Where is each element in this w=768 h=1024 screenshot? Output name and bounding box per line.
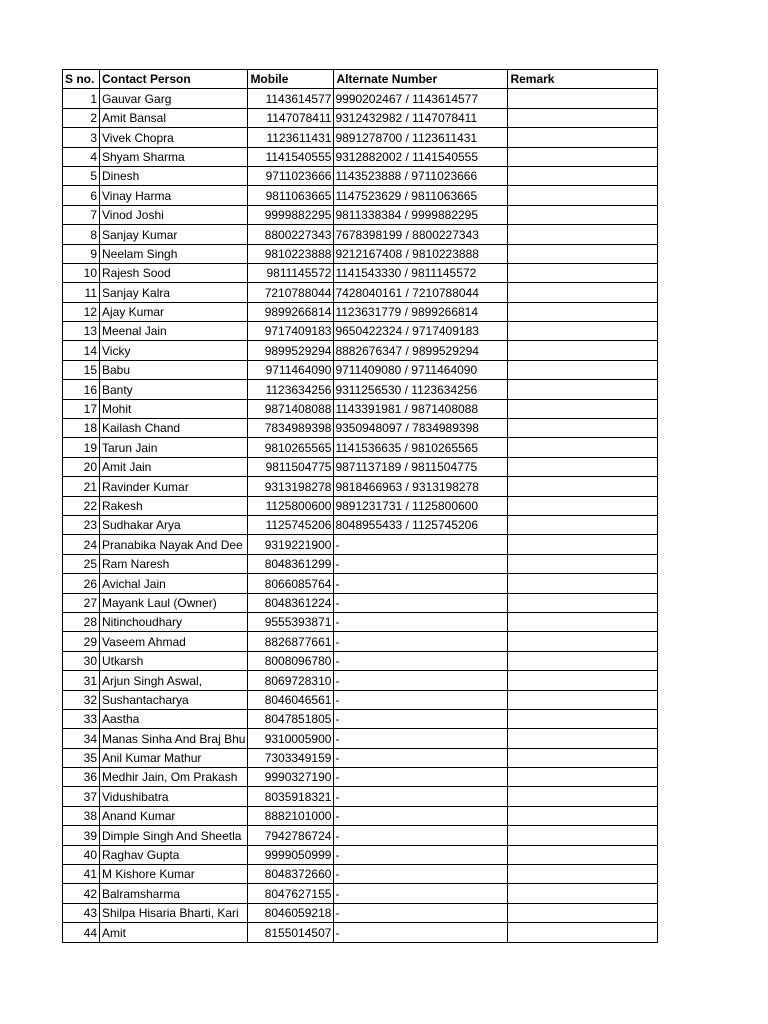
remark-cell [508, 884, 658, 903]
alternate-number-cell: - [334, 787, 508, 806]
mobile-cell: 8048361299 [248, 554, 334, 573]
contact-person-cell: Banty [100, 380, 248, 399]
alternate-number-cell: - [334, 535, 508, 554]
mobile-cell: 9811145572 [248, 263, 334, 282]
mobile-cell: 1123611431 [248, 128, 334, 147]
sno-cell: 43 [63, 903, 100, 922]
alternate-number-cell: - [334, 690, 508, 709]
contact-person-cell: Arjun Singh Aswal, [100, 671, 248, 690]
mobile-cell: 1143614577 [248, 89, 334, 108]
alternate-number-cell: - [334, 748, 508, 767]
mobile-cell: 8047627155 [248, 884, 334, 903]
remark-cell [508, 128, 658, 147]
remark-cell [508, 768, 658, 787]
sno-cell: 11 [63, 283, 100, 302]
alternate-number-cell: - [334, 593, 508, 612]
table-row [63, 554, 658, 573]
sno-cell: 3 [63, 128, 100, 147]
mobile-cell: 9811063665 [248, 186, 334, 205]
table-row [63, 806, 658, 825]
remark-cell [508, 748, 658, 767]
table-row [63, 477, 658, 496]
remark-cell [508, 515, 658, 534]
table-row [63, 205, 658, 224]
contact-person-cell: Vivek Chopra [100, 128, 248, 147]
mobile-cell: 9310005900 [248, 729, 334, 748]
remark-cell [508, 438, 658, 457]
mobile-cell: 1141540555 [248, 147, 334, 166]
header-sno: S no. [63, 70, 100, 89]
mobile-cell: 8826877661 [248, 632, 334, 651]
contact-person-cell: Amit Jain [100, 457, 248, 476]
mobile-cell: 8882101000 [248, 806, 334, 825]
alternate-number-cell: 7428040161 / 7210788044 [334, 283, 508, 302]
sno-cell: 5 [63, 166, 100, 185]
contact-person-cell: Nitinchoudhary [100, 612, 248, 631]
mobile-cell: 9717409183 [248, 322, 334, 341]
table-row [63, 128, 658, 147]
remark-cell [508, 554, 658, 573]
remark-cell [508, 535, 658, 554]
remark-cell [508, 89, 658, 108]
contact-person-cell: Amit [100, 923, 248, 942]
alternate-number-cell: 9312432982 / 1147078411 [334, 108, 508, 127]
contact-person-cell: Sanjay Kalra [100, 283, 248, 302]
remark-cell [508, 826, 658, 845]
sno-cell: 36 [63, 768, 100, 787]
mobile-cell: 9999882295 [248, 205, 334, 224]
table-row [63, 709, 658, 728]
mobile-cell: 7834989398 [248, 419, 334, 438]
table-row [63, 729, 658, 748]
alternate-number-cell: - [334, 903, 508, 922]
table-row [63, 593, 658, 612]
contact-person-cell: Sanjay Kumar [100, 225, 248, 244]
alternate-number-cell: 9650422324 / 9717409183 [334, 322, 508, 341]
contact-person-cell: Anil Kumar Mathur [100, 748, 248, 767]
sno-cell: 42 [63, 884, 100, 903]
sno-cell: 2 [63, 108, 100, 127]
table-row [63, 147, 658, 166]
alternate-number-cell: 9871137189 / 9811504775 [334, 457, 508, 476]
alternate-number-cell: 9350948097 / 7834989398 [334, 419, 508, 438]
contact-person-cell: Ajay Kumar [100, 302, 248, 321]
contact-person-cell: Meenal Jain [100, 322, 248, 341]
alternate-number-cell: - [334, 729, 508, 748]
alternate-number-cell: - [334, 826, 508, 845]
remark-cell [508, 806, 658, 825]
table-row [63, 515, 658, 534]
mobile-cell: 8069728310 [248, 671, 334, 690]
remark-cell [508, 787, 658, 806]
remark-cell [508, 651, 658, 670]
sno-cell: 25 [63, 554, 100, 573]
sno-cell: 24 [63, 535, 100, 554]
contact-person-cell: Vidushibatra [100, 787, 248, 806]
contact-person-cell: Ravinder Kumar [100, 477, 248, 496]
contact-person-cell: Medhir Jain, Om Prakash [100, 768, 248, 787]
remark-cell [508, 399, 658, 418]
contact-person-cell: Dinesh [100, 166, 248, 185]
remark-cell [508, 283, 658, 302]
alternate-number-cell: - [334, 632, 508, 651]
sno-cell: 32 [63, 690, 100, 709]
table-row [63, 845, 658, 864]
alternate-number-cell: - [334, 865, 508, 884]
table-row [63, 903, 658, 922]
header-row [63, 70, 658, 89]
contact-person-cell: Sudhakar Arya [100, 515, 248, 534]
contact-person-cell: Balramsharma [100, 884, 248, 903]
remark-cell [508, 341, 658, 360]
sno-cell: 4 [63, 147, 100, 166]
mobile-cell: 9899266814 [248, 302, 334, 321]
sno-cell: 21 [63, 477, 100, 496]
mobile-cell: 8046046561 [248, 690, 334, 709]
sno-cell: 34 [63, 729, 100, 748]
remark-cell [508, 729, 658, 748]
mobile-cell: 9711464090 [248, 360, 334, 379]
sno-cell: 13 [63, 322, 100, 341]
table-row [63, 360, 658, 379]
alternate-number-cell: 9711409080 / 9711464090 [334, 360, 508, 379]
contact-person-cell: Sushantacharya [100, 690, 248, 709]
alternate-number-cell: 9212167408 / 9810223888 [334, 244, 508, 263]
mobile-cell: 9313198278 [248, 477, 334, 496]
contact-person-cell: Vinod Joshi [100, 205, 248, 224]
table-row [63, 651, 658, 670]
remark-cell [508, 186, 658, 205]
contact-person-cell: Mayank Laul (Owner) [100, 593, 248, 612]
sno-cell: 28 [63, 612, 100, 631]
sno-cell: 29 [63, 632, 100, 651]
table-row [63, 380, 658, 399]
sno-cell: 14 [63, 341, 100, 360]
sno-cell: 44 [63, 923, 100, 942]
mobile-cell: 9999050999 [248, 845, 334, 864]
sno-cell: 23 [63, 515, 100, 534]
table-row [63, 884, 658, 903]
alternate-number-cell: - [334, 612, 508, 631]
table-row [63, 457, 658, 476]
remark-cell [508, 903, 658, 922]
table-row [63, 826, 658, 845]
table-row [63, 748, 658, 767]
remark-cell [508, 574, 658, 593]
contact-person-cell: M Kishore Kumar [100, 865, 248, 884]
remark-cell [508, 593, 658, 612]
table-row [63, 341, 658, 360]
alternate-number-cell: 8048955433 / 1125745206 [334, 515, 508, 534]
sno-cell: 8 [63, 225, 100, 244]
remark-cell [508, 709, 658, 728]
sno-cell: 22 [63, 496, 100, 515]
alternate-number-cell: 1141536635 / 9810265565 [334, 438, 508, 457]
alternate-number-cell: 9891278700 / 1123611431 [334, 128, 508, 147]
mobile-cell: 8035918321 [248, 787, 334, 806]
sno-cell: 6 [63, 186, 100, 205]
sno-cell: 27 [63, 593, 100, 612]
header-alternate-number: Alternate Number [334, 70, 508, 89]
mobile-cell: 7210788044 [248, 283, 334, 302]
alternate-number-cell: 1141543330 / 9811145572 [334, 263, 508, 282]
sno-cell: 20 [63, 457, 100, 476]
contact-person-cell: Shyam Sharma [100, 147, 248, 166]
sno-cell: 19 [63, 438, 100, 457]
remark-cell [508, 477, 658, 496]
mobile-cell: 8800227343 [248, 225, 334, 244]
mobile-cell: 8066085764 [248, 574, 334, 593]
sno-cell: 31 [63, 671, 100, 690]
header-remark: Remark [508, 70, 658, 89]
alternate-number-cell: 9312882002 / 1141540555 [334, 147, 508, 166]
table-row [63, 225, 658, 244]
sno-cell: 38 [63, 806, 100, 825]
contact-person-cell: Vaseem Ahmad [100, 632, 248, 651]
sno-cell: 17 [63, 399, 100, 418]
alternate-number-cell: - [334, 651, 508, 670]
remark-cell [508, 108, 658, 127]
mobile-cell: 9990327190 [248, 768, 334, 787]
mobile-cell: 8048372660 [248, 865, 334, 884]
mobile-cell: 8008096780 [248, 651, 334, 670]
sno-cell: 37 [63, 787, 100, 806]
header-mobile: Mobile [248, 70, 334, 89]
remark-cell [508, 865, 658, 884]
table-row [63, 263, 658, 282]
alternate-number-cell: - [334, 574, 508, 593]
mobile-cell: 1125800600 [248, 496, 334, 515]
sno-cell: 1 [63, 89, 100, 108]
table-body [63, 89, 658, 942]
remark-cell [508, 612, 658, 631]
alternate-number-cell: 1147523629 / 9811063665 [334, 186, 508, 205]
contact-person-cell: Vinay Harma [100, 186, 248, 205]
remark-cell [508, 380, 658, 399]
contact-person-cell: Manas Sinha And Braj Bhu [100, 729, 248, 748]
alternate-number-cell: - [334, 554, 508, 573]
alternate-number-cell: 9311256530 / 1123634256 [334, 380, 508, 399]
contact-person-cell: Neelam Singh [100, 244, 248, 263]
mobile-cell: 8047851805 [248, 709, 334, 728]
remark-cell [508, 263, 658, 282]
table-row [63, 768, 658, 787]
mobile-cell: 1123634256 [248, 380, 334, 399]
contact-person-cell: Ram Naresh [100, 554, 248, 573]
table-row [63, 322, 658, 341]
sno-cell: 15 [63, 360, 100, 379]
sno-cell: 16 [63, 380, 100, 399]
mobile-cell: 9811504775 [248, 457, 334, 476]
remark-cell [508, 360, 658, 379]
table-row [63, 438, 658, 457]
table-row [63, 89, 658, 108]
sno-cell: 40 [63, 845, 100, 864]
contact-person-cell: Mohit [100, 399, 248, 418]
alternate-number-cell: 1123631779 / 9899266814 [334, 302, 508, 321]
mobile-cell: 1125745206 [248, 515, 334, 534]
mobile-cell: 7942786724 [248, 826, 334, 845]
table-row [63, 787, 658, 806]
remark-cell [508, 923, 658, 942]
remark-cell [508, 496, 658, 515]
contact-person-cell: Rakesh [100, 496, 248, 515]
contact-person-cell: Kailash Chand [100, 419, 248, 438]
contact-person-cell: Pranabika Nayak And Dee [100, 535, 248, 554]
alternate-number-cell: 9811338384 / 9999882295 [334, 205, 508, 224]
contact-table [62, 69, 658, 943]
remark-cell [508, 166, 658, 185]
remark-cell [508, 671, 658, 690]
table-row [63, 535, 658, 554]
contact-person-cell: Dimple Singh And Sheetla [100, 826, 248, 845]
alternate-number-cell: - [334, 768, 508, 787]
contact-person-cell: Amit Bansal [100, 108, 248, 127]
alternate-number-cell: - [334, 671, 508, 690]
alternate-number-cell: 8882676347 / 9899529294 [334, 341, 508, 360]
table-row [63, 399, 658, 418]
mobile-cell: 9555393871 [248, 612, 334, 631]
sno-cell: 12 [63, 302, 100, 321]
mobile-cell: 8046059218 [248, 903, 334, 922]
sno-cell: 7 [63, 205, 100, 224]
table-row [63, 302, 658, 321]
mobile-cell: 8048361224 [248, 593, 334, 612]
remark-cell [508, 244, 658, 263]
table-row [63, 923, 658, 942]
table-row [63, 865, 658, 884]
table-row [63, 574, 658, 593]
mobile-cell: 9711023666 [248, 166, 334, 185]
header-contact-person: Contact Person [100, 70, 248, 89]
alternate-number-cell: 1143523888 / 9711023666 [334, 166, 508, 185]
mobile-cell: 8155014507 [248, 923, 334, 942]
remark-cell [508, 322, 658, 341]
mobile-cell: 9810265565 [248, 438, 334, 457]
table-row [63, 108, 658, 127]
sno-cell: 10 [63, 263, 100, 282]
contact-person-cell: Rajesh Sood [100, 263, 248, 282]
mobile-cell: 9810223888 [248, 244, 334, 263]
remark-cell [508, 457, 658, 476]
table-row [63, 166, 658, 185]
table-row [63, 496, 658, 515]
table-row [63, 244, 658, 263]
mobile-cell: 9899529294 [248, 341, 334, 360]
contact-person-cell: Gauvar Garg [100, 89, 248, 108]
table-row [63, 690, 658, 709]
remark-cell [508, 419, 658, 438]
sno-cell: 18 [63, 419, 100, 438]
remark-cell [508, 690, 658, 709]
alternate-number-cell: 9891231731 / 1125800600 [334, 496, 508, 515]
sno-cell: 39 [63, 826, 100, 845]
contact-person-cell: Babu [100, 360, 248, 379]
alternate-number-cell: - [334, 709, 508, 728]
table-row [63, 186, 658, 205]
contact-person-cell: Shilpa Hisaria Bharti, Kari [100, 903, 248, 922]
mobile-cell: 9871408088 [248, 399, 334, 418]
alternate-number-cell: 9818466963 / 9313198278 [334, 477, 508, 496]
sno-cell: 9 [63, 244, 100, 263]
sno-cell: 33 [63, 709, 100, 728]
alternate-number-cell: 1143391981 / 9871408088 [334, 399, 508, 418]
contact-person-cell: Aastha [100, 709, 248, 728]
contact-person-cell: Raghav Gupta [100, 845, 248, 864]
alternate-number-cell: 7678398199 / 8800227343 [334, 225, 508, 244]
contact-person-cell: Vicky [100, 341, 248, 360]
remark-cell [508, 205, 658, 224]
contact-person-cell: Anand Kumar [100, 806, 248, 825]
alternate-number-cell: - [334, 806, 508, 825]
table-row [63, 671, 658, 690]
sno-cell: 41 [63, 865, 100, 884]
sno-cell: 30 [63, 651, 100, 670]
table-row [63, 632, 658, 651]
alternate-number-cell: - [334, 845, 508, 864]
remark-cell [508, 632, 658, 651]
contact-person-cell: Utkarsh [100, 651, 248, 670]
table-row [63, 283, 658, 302]
table-row [63, 419, 658, 438]
mobile-cell: 9319221900 [248, 535, 334, 554]
contact-person-cell: Tarun Jain [100, 438, 248, 457]
sno-cell: 35 [63, 748, 100, 767]
mobile-cell: 7303349159 [248, 748, 334, 767]
sno-cell: 26 [63, 574, 100, 593]
alternate-number-cell: - [334, 923, 508, 942]
remark-cell [508, 147, 658, 166]
contact-person-cell: Avichal Jain [100, 574, 248, 593]
remark-cell [508, 845, 658, 864]
mobile-cell: 1147078411 [248, 108, 334, 127]
remark-cell [508, 225, 658, 244]
table-row [63, 612, 658, 631]
alternate-number-cell: - [334, 884, 508, 903]
alternate-number-cell: 9990202467 / 1143614577 [334, 89, 508, 108]
table-header [63, 70, 658, 89]
remark-cell [508, 302, 658, 321]
